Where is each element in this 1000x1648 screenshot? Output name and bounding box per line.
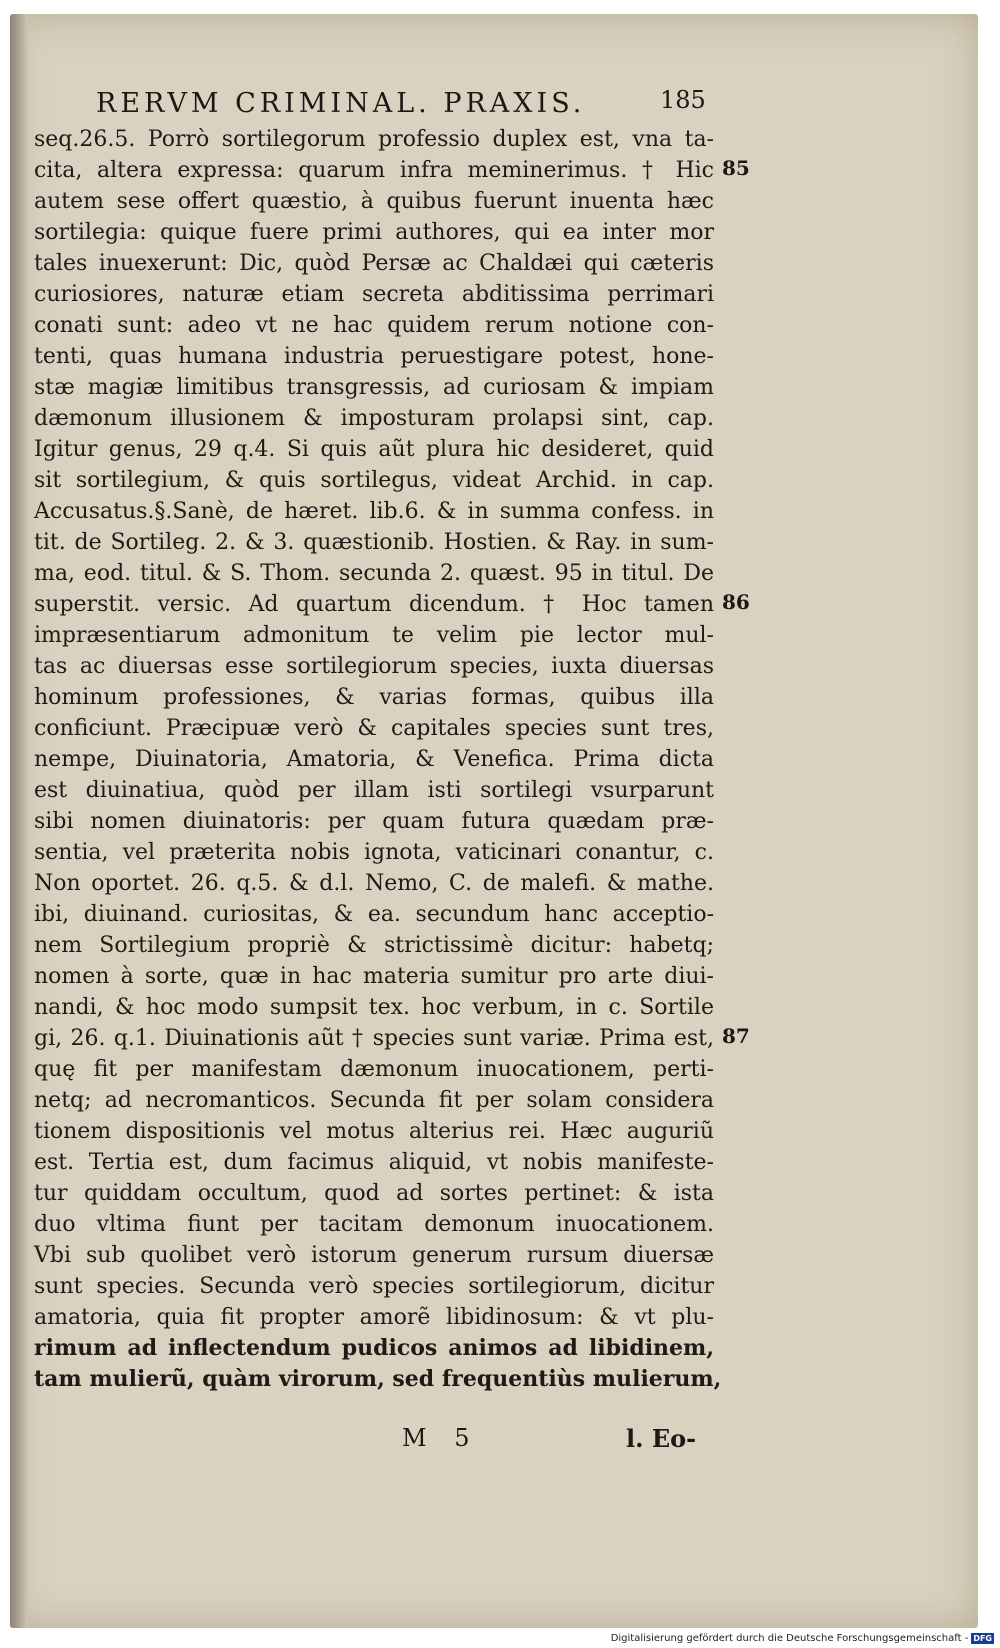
margin-note-number: 86	[722, 590, 750, 614]
margin-note-number: 85	[722, 156, 750, 180]
text-line: cita, altera expressa: quarum infra meminerimus. † Hic	[34, 158, 714, 183]
text-line: Vbi sub quolibet verò istorum generum rursum diuersæ	[34, 1243, 714, 1268]
text-line: est diuinatiua, quòd per illam isti sortilegi vsurparunt	[34, 778, 714, 803]
text-line: nomen à sorte, quæ in hac materia sumitur pro arte diui-	[34, 964, 714, 989]
page-number: 185	[660, 86, 706, 114]
text-line: sunt species. Secunda verò species sortilegiorum, dicitur	[34, 1274, 714, 1299]
text-line: nempe, Diuinatoria, Amatoria, & Venefica. Prima dicta	[34, 747, 714, 772]
body-text	[34, 124, 722, 1395]
text-line: autem sese offert quæstio, à quibus fuerunt inuenta hæc	[34, 189, 714, 214]
text-line: nandi, & hoc modo sumpsit tex. hoc verbum, in c. Sortile	[34, 995, 714, 1020]
text-line: conati sunt: adeo vt ne hac quidem rerum notione con-	[34, 313, 714, 338]
text-line: duo vltima fiunt per tacitam demonum inuocationem.	[34, 1212, 714, 1237]
text-line: sibi nomen diuinatoris: per quam futura quædam præ-	[34, 809, 714, 834]
margin-note-number: 87	[722, 1024, 750, 1048]
credit-text: Digitalisierung gefördert durch die Deutsche Forschungsgemeinschaft -	[610, 1633, 969, 1644]
text-line: tit. de Sortileg. 2. & 3. quæstionib. Hostien. & Ray. in sum-	[34, 530, 714, 555]
text-line: sit sortilegium, & quis sortilegus, videat Archid. in cap.	[34, 468, 714, 493]
text-line: tur quiddam occultum, quod ad sortes pertinet: & ista	[34, 1181, 714, 1206]
text-line: tales inuexerunt: Dic, quòd Persæ ac Chaldæi qui cæteris	[34, 251, 714, 276]
text-line: Non oportet. 26. q.5. & d.l. Nemo, C. de malefi. & mathe.	[34, 871, 714, 896]
text-line: netq; ad necromanticos. Secunda fit per solam considera	[34, 1088, 714, 1113]
page-binding-edge	[10, 14, 28, 1628]
signature-mark: M 5	[402, 1424, 480, 1452]
catchword: l. Eo-	[626, 1424, 697, 1453]
dfg-logo-icon: DFG	[973, 1634, 992, 1643]
text-line: curiosiores, naturæ etiam secreta abditissima perrimari	[34, 282, 714, 307]
text-line: dæmonum illusionem & imposturam prolapsi sint, cap.	[34, 406, 714, 431]
text-line: Igitur genus, 29 q.4. Si quis aũt plura hic desideret, quid	[34, 437, 714, 462]
text-line: hominum professiones, & varias formas, quibus illa	[34, 685, 714, 710]
text-line: sentia, vel præterita nobis ignota, vaticinari conantur, c.	[34, 840, 714, 865]
text-line: quę fit per manifestam dæmonum inuocationem, perti-	[34, 1057, 714, 1082]
text-line: Accusatus.§.Sanè, de hæret. lib.6. & in summa confess. in	[34, 499, 714, 524]
text-line: tas ac diuersas esse sortilegiorum species, iuxta diuersas	[34, 654, 714, 679]
text-line: conficiunt. Præcipuæ verò & capitales species sunt tres,	[34, 716, 714, 741]
text-line: sortilegia: quique fuere primi authores, qui ea inter mor	[34, 220, 714, 245]
text-line: tenti, quas humana industria peruestigare potest, hone-	[34, 344, 714, 369]
text-line: gi, 26. q.1. Diuinationis aũt † species sunt variæ. Prima est,	[34, 1026, 714, 1051]
text-line: rimum ad inflectendum pudicos animos ad libidinem,	[34, 1335, 714, 1361]
text-line: stæ magiæ limitibus transgressis, ad curiosam & impiam	[34, 375, 714, 400]
text-line: nem Sortilegium propriè & strictissimè dicitur: habetq;	[34, 933, 714, 958]
dfg-credit	[611, 1633, 994, 1644]
running-title: RERVM CRIMINAL. PRAXIS.	[96, 88, 586, 119]
book-page	[10, 14, 978, 1628]
text-line: ibi, diuinand. curiositas, & ea. secundum hanc acceptio-	[34, 902, 714, 927]
text-line: est. Tertia est, dum facimus aliquid, vt nobis manifeste-	[34, 1150, 714, 1175]
text-line: amatoria, quia fit propter amorẽ libidinosum: & vt plu-	[34, 1305, 714, 1330]
text-line: impræsentiarum admonitum te velim pie lector mul-	[34, 623, 714, 648]
text-line: tam mulierũ, quàm virorum, sed frequentiùs mulierum,	[34, 1366, 722, 1392]
text-line: ma, eod. titul. & S. Thom. secunda 2. quæst. 95 in titul. De	[34, 561, 714, 586]
text-line: superstit. versic. Ad quartum dicendum. † Hoc tamen	[34, 592, 714, 617]
text-line: seq.26.5. Porrò sortilegorum professio duplex est, vna ta-	[34, 127, 714, 152]
text-line: tionem dispositionis vel motus alterius rei. Hæc auguriũ	[34, 1119, 714, 1144]
